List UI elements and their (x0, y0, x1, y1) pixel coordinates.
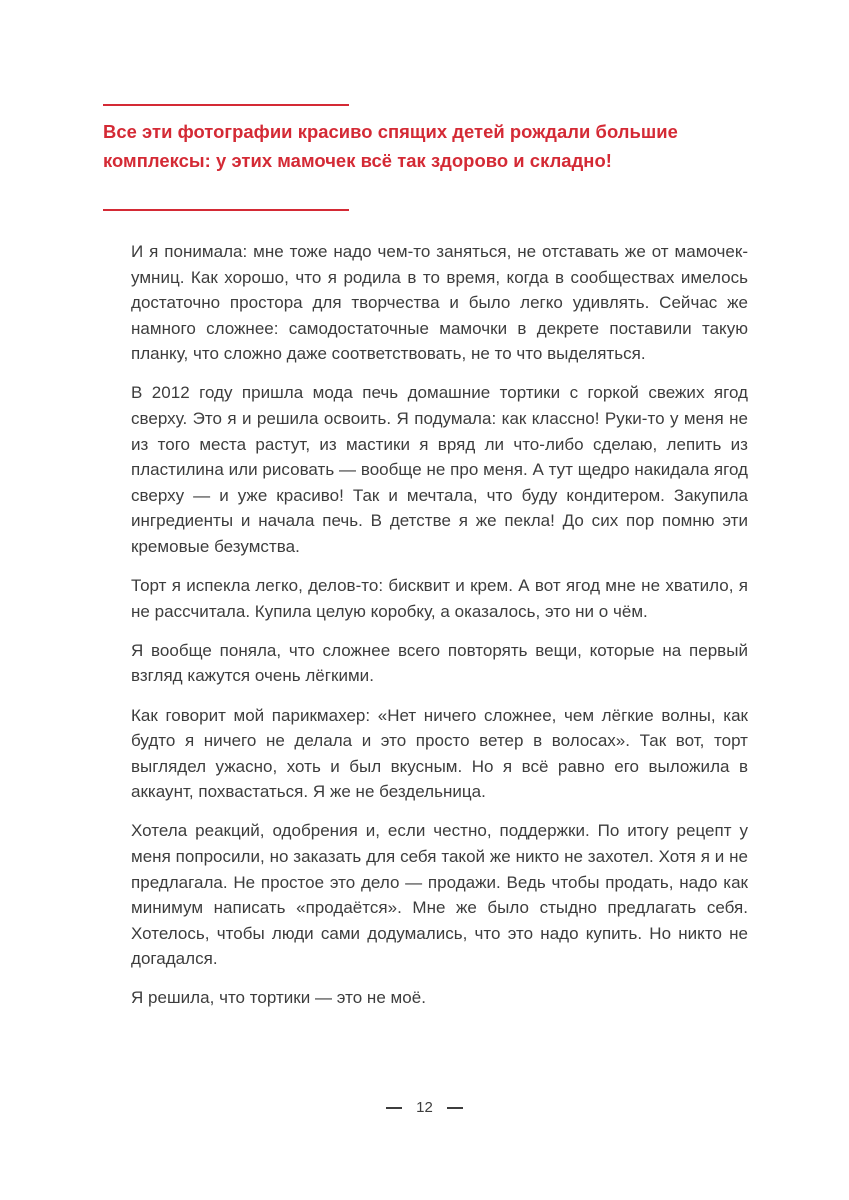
paragraph: И я понимала: мне тоже надо чем-то заняться, не отставать же от мамочек-умниц. Как хорошо, что я родила в то время, когда в сообществах имелось достаточно простора для творчества и было легко удивлять. Сейчас же намного сложнее: самодостаточные мамочки в декрете поставили такую планку, что сложно даже соответствовать, не то что выделяться. (131, 242, 748, 364)
paragraph: В 2012 году пришла мода печь домашние тортики с горкой свежих ягод сверху. Это я и решила освоить. Я подумала: как классно! Руки-то у меня не из того места растут, из мастики я вряд ли что-либо сделаю, лепить из пластилина или рисовать — вообще не про меня. А тут щедро накидала ягод сверху — и уже красиво! Так и мечтала, что буду кондитером. Закупила ингредиенты и начала печь. В детстве я же пекла! До сих пор помню эти кремовые безумства. (131, 383, 748, 557)
callout-bottom-rule (103, 209, 349, 211)
paragraph: Я вообще поняла, что сложнее всего повторять вещи, которые на первый взгляд кажутся очень лёгкими. (131, 640, 748, 686)
pull-quote: Все эти фотографии красиво спящих детей рождали большие комплексы: у этих мамочек всё так здорово и складно! (103, 121, 678, 171)
body-text (131, 239, 748, 1025)
paragraph: Я решила, что тортики — это не моё. (131, 988, 426, 1008)
dash-right (447, 1107, 463, 1109)
page-footer (0, 1099, 849, 1116)
paragraph: Хотела реакций, одобрения и, если честно, поддержки. По итогу рецепт у меня попросили, но заказать для себя такой же никто не захотел. Хотя я и не предлагала. Не простое это дело — продажи. Ведь чтобы продать, надо как минимум написать «продаётся». Мне же было стыдно предлагать себя. Хотелось, чтобы люди сами додумались, что это надо купить. Но никто не догадался. (131, 821, 748, 969)
paragraph: Как говорит мой парикмахер: «Нет ничего сложнее, чем лёгкие волны, как будто я ничего не делала и это просто ветер в волосах». Так вот, торт выглядел ужасно, хоть и был вкусным. Но я всё равно его выложила в аккаунт, похвастаться. Я же не бездельница. (131, 705, 748, 802)
paragraph: Торт я испекла легко, делов-то: бисквит и крем. А вот ягод мне не хватило, я не рассчитала. Купила целую коробку, а оказалось, это ни о чём. (131, 576, 748, 621)
page-number: 12 (416, 1099, 433, 1116)
callout-top-rule (103, 104, 349, 106)
dash-left (386, 1107, 402, 1109)
